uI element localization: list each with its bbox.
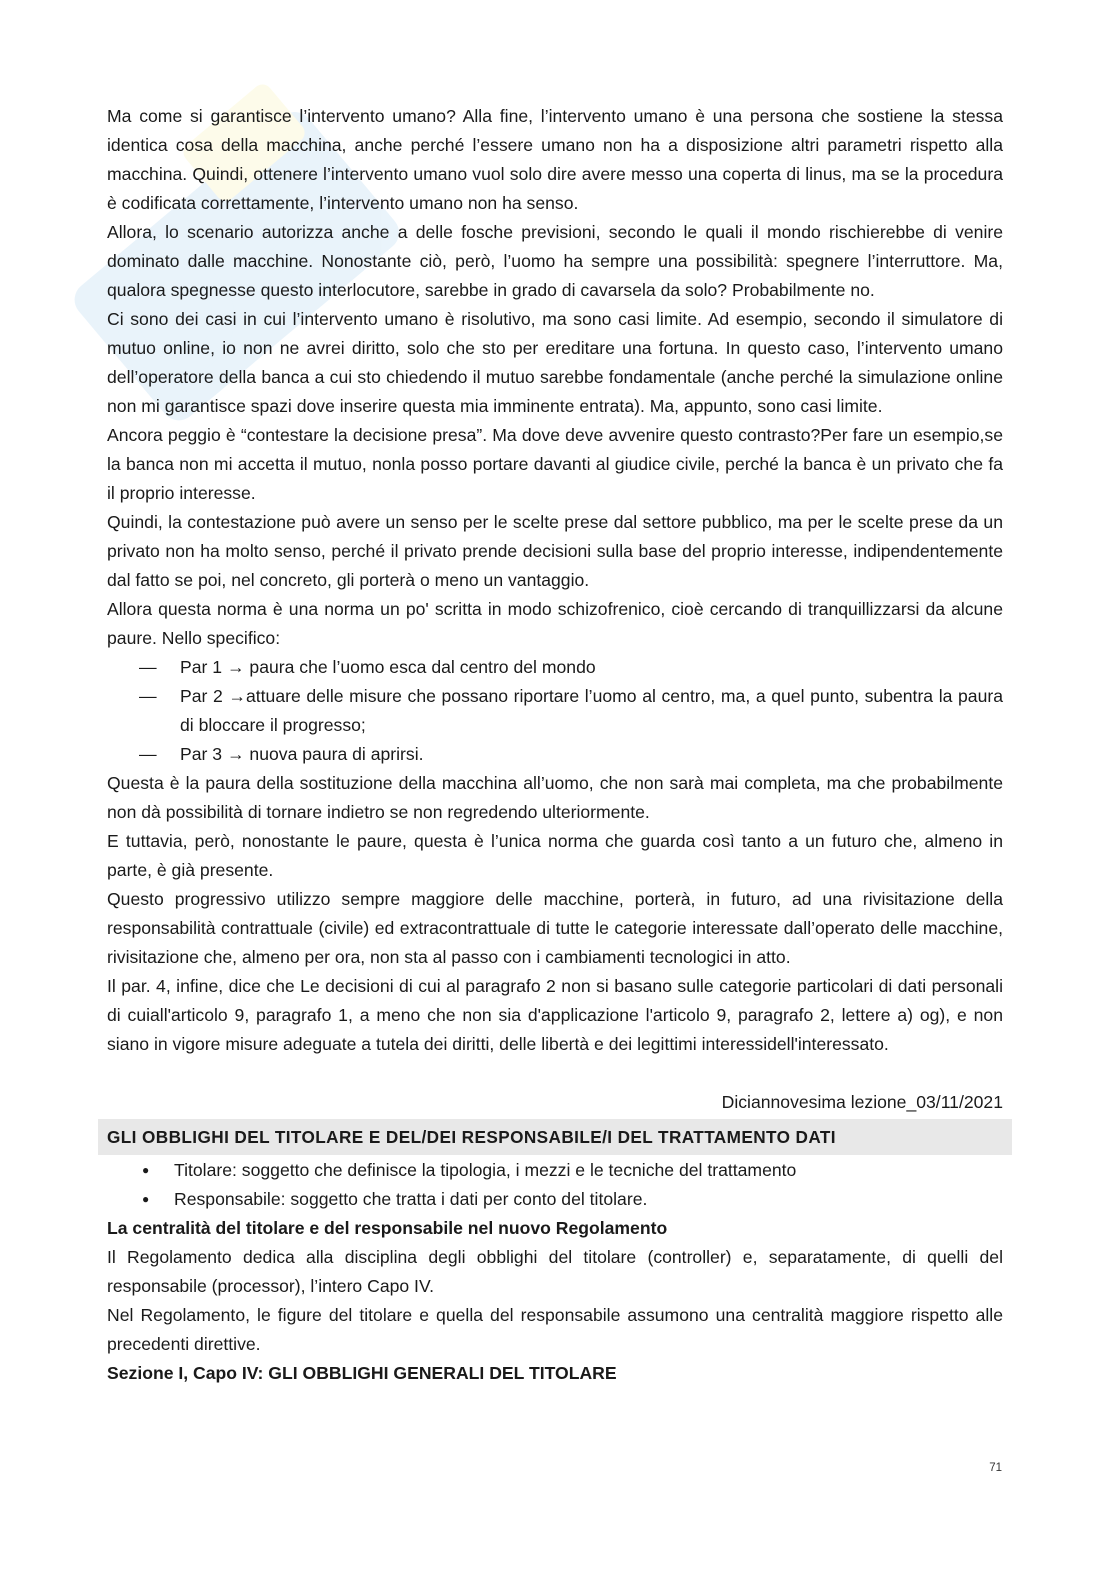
- document-body: [107, 102, 1003, 1388]
- list-item: [107, 1185, 1003, 1214]
- list-item: [107, 740, 1003, 769]
- paragraph: Questa è la paura della sostituzione della macchina all’uomo, che non sarà mai completa, ma che probabilmente non dà possibilità di tornare indietro se non regredendo ulteriormente.: [107, 773, 1003, 822]
- paragraph: Allora, lo scenario autorizza anche a delle fosche previsioni, secondo le quali il mondo rischierebbe di venire dominato dalle macchine. Nonostante ciò, però, l’uomo ha sempre una possibilità: spegnere l’interruttore. Ma, qualora spegnesse questo interlocutore, sarebbe in grado di cavarsela da solo? Probabilmente no.: [107, 222, 1003, 300]
- list-item-text: Par 2 →attuare delle misure che possano riportare l’uomo al centro, ma, a quel punto, subentra la paura di bloccare il progresso;: [180, 686, 1003, 735]
- list-item-text: Par 1 → paura che l’uomo esca dal centro del mondo: [180, 657, 596, 677]
- list-item: [107, 1156, 1003, 1185]
- dash-list: [107, 653, 1003, 769]
- paragraph: Il Regolamento dedica alla disciplina degli obblighi del titolare (controller) e, separatamente, di quelli del responsabile (processor), l’intero Capo IV.: [107, 1247, 1003, 1296]
- subheading: La centralità del titolare e del responsabile nel nuovo Regolamento: [107, 1218, 668, 1238]
- list-item: [107, 682, 1003, 740]
- dash-marker: —: [139, 657, 157, 677]
- paragraph: Ancora peggio è “contestare la decisione presa”. Ma dove deve avvenire questo contrasto?Per fare un esempio,se la banca non mi accetta il mutuo, nonla posso portare davanti al giudice civile, perché la banca è un privato che fa il proprio interesse.: [107, 425, 1003, 503]
- bullet-marker: ●: [142, 1192, 150, 1206]
- paragraph: Ma come si garantisce l’intervento umano? Alla fine, l’intervento umano è una persona che sostiene la stessa identica cosa della macchina, anche perché l’essere umano non ha a disposizione altri parametri rispetto alla macchina. Quindi, ottenere l’intervento umano vuol solo dire avere messo una coperta di linus, ma se la procedura è codificata correttamente, l’intervento umano non ha senso.: [107, 106, 1003, 213]
- dash-marker: —: [139, 686, 157, 706]
- paragraph: Il par. 4, infine, dice che Le decisioni di cui al paragrafo 2 non si basano sulle categorie particolari di dati personali di cuiall'articolo 9, paragrafo 1, a meno che non sia d'applicazione l'articolo 9, paragrafo 2, lettere a) og), e non siano in vigore misure adeguate a tutela dei diritti, delle libertà e dei legittimi interessidell'interessato.: [107, 976, 1003, 1054]
- list-item-text: Responsabile: soggetto che tratta i dati per conto del titolare.: [174, 1189, 648, 1209]
- list-item-text: Par 3 → nuova paura di aprirsi.: [180, 744, 424, 764]
- lecture-date: Diciannovesima lezione_03/11/2021: [721, 1092, 1003, 1112]
- list-item-text: Titolare: soggetto che definisce la tipologia, i mezzi e le tecniche del trattamento: [174, 1160, 797, 1180]
- paragraph: Allora questa norma è una norma un po' scritta in modo schizofrenico, cioè cercando di tranquillizzarsi da alcune paure. Nello specifico:: [107, 599, 1003, 648]
- subheading: Sezione I, Capo IV: GLI OBBLIGHI GENERALI DEL TITOLARE: [107, 1363, 617, 1383]
- paragraph: Nel Regolamento, le figure del titolare e quella del responsabile assumono una centralità maggiore rispetto alle precedenti direttive.: [107, 1305, 1003, 1354]
- paragraph: Questo progressivo utilizzo sempre maggiore delle macchine, porterà, in futuro, ad una rivisitazione della responsabilità contrattuale (civile) ed extracontrattuale di tutte le categorie interessate dall’operato delle macchine, rivisitazione che, almeno per ora, non sta al passo con i cambiamenti tecnologici in atto.: [107, 889, 1003, 967]
- bullet-list: [107, 1156, 1003, 1214]
- paragraph: Ci sono dei casi in cui l’intervento umano è risolutivo, ma sono casi limite. Ad esempio, secondo il simulatore di mutuo online, io non ne avrei diritto, solo che sto per ereditare una fortuna. In questo caso, l’intervento umano dell’operatore della banca a cui sto chiedendo il mutuo sarebbe fondamentale (anche perché la simulazione online non mi garantisce spazi dove inserire questa mia imminente entrata). Ma, appunto, sono casi limite.: [107, 309, 1003, 416]
- bullet-marker: ●: [142, 1163, 150, 1177]
- paragraph: Quindi, la contestazione può avere un senso per le scelte prese dal settore pubblico, ma per le scelte prese da un privato non ha molto senso, perché il privato prende decisioni sulla base del proprio interesse, indipendentemente dal fatto se poi, nel concreto, gli porterà o meno un vantaggio.: [107, 512, 1003, 590]
- dash-marker: —: [139, 744, 157, 764]
- list-item: [107, 653, 1003, 682]
- page-number: 71: [989, 1462, 1002, 1474]
- spacer: [107, 1059, 1003, 1088]
- paragraph: E tuttavia, però, nonostante le paure, questa è l’unica norma che guarda così tanto a un futuro che, almeno in parte, è già presente.: [107, 831, 1003, 880]
- section-title: GLI OBBLIGHI DEL TITOLARE E DEL/DEI RESPONSABILE/I DEL TRATTAMENTO DATI: [98, 1119, 1012, 1155]
